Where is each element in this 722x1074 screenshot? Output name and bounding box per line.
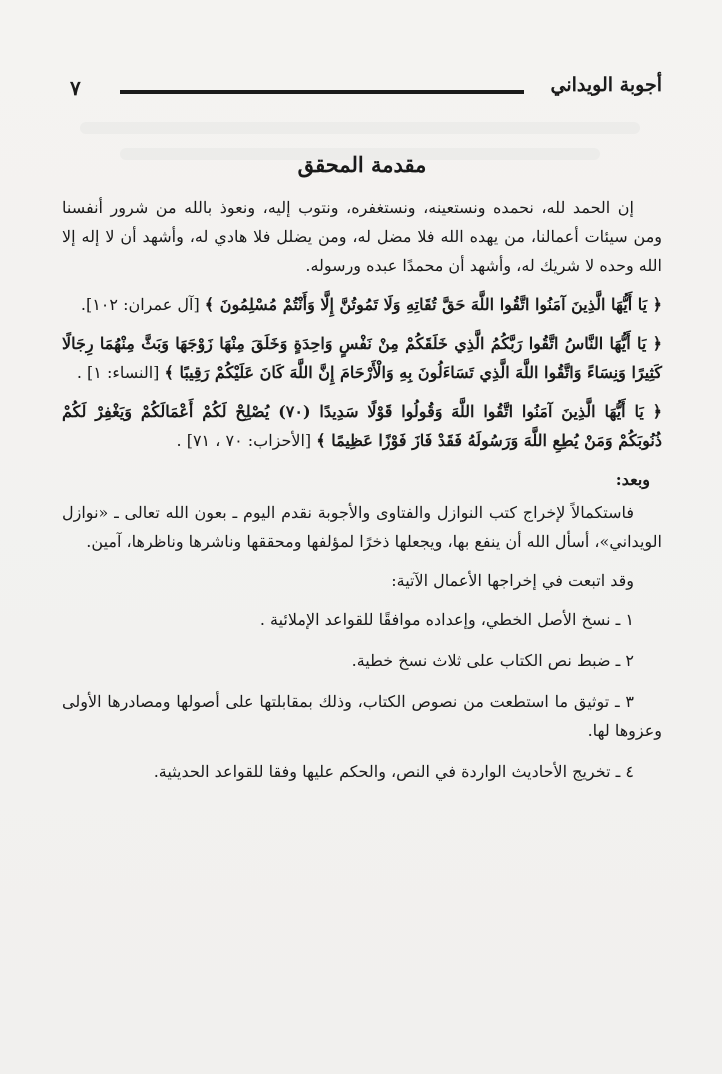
after-label: وبعد: [615, 470, 650, 489]
verse-citation: [آل عمران: ١٠٢]. [80, 295, 205, 314]
verse-text: ﴿ يَا أَيُّهَا النَّاسُ اتَّقُوا رَبَّكُمُ الَّذِي خَلَقَكُمْ مِنْ نَفْسٍ وَاحِدَةٍ وَخَلَقَ مِنْهَا زَوْجَهَا وَبَثَّ مِنْهُمَا رِجَالًا كَثِيرًا وَنِسَاءً وَاتَّقُوا اللَّهَ الَّذِي تَسَاءَلُونَ بِهِ وَالْأَرْحَامَ إِنَّ اللَّهَ كَانَ عَلَيْكُمْ رَقِيبًا ﴾ [62, 334, 662, 382]
verse-text: ﴿ يَا أَيُّهَا الَّذِينَ آمَنُوا اتَّقُوا اللَّهَ وَقُولُوا قَوْلًا سَدِيدًا (٧٠) يُصْلِحْ لَكُمْ أَعْمَالَكُمْ وَيَغْفِرْ لَكُمْ ذُنُوبَكُمْ وَمَنْ يُطِعِ اللَّهَ وَرَسُولَهُ فَقَدْ فَازَ فَوْزًا عَظِيمًا ﴾ [62, 402, 663, 450]
works-intro: وقد اتبعت في إخراجها الأعمال الآتية: [391, 571, 634, 590]
verse-block [62, 290, 662, 319]
bleed-through-line [80, 122, 640, 134]
main-paragraph: فاستكمالاً لإخراج كتب النوازل والفتاوى والأجوبة نقدم اليوم ـ بعون الله تعالى ـ «نوازل الويداني»، أسأل الله أن ينفع بها، ويجعلها ذخرًا لمؤلفها ومحققها وناشرها وناظرها، آمين. [62, 503, 662, 551]
work-item: ٢ ـ ضبط نص الكتاب على ثلاث نسخ خطية. [351, 651, 634, 670]
work-item: ٣ ـ توثيق ما استطعت من نصوص الكتاب، وذلك بمقابلتها على أصولها ومصادرها الأولى وعزوها لها. [62, 692, 662, 740]
verse-citation: [النساء: ١] . [76, 363, 165, 382]
verse-block [62, 397, 662, 455]
intro-paragraph: إن الحمد لله، نحمده ونستعينه، ونستغفره، ونتوب إليه، ونعوذ بالله من شرور أنفسنا ومن سيئات أعمالنا، من يهده الله فلا مضل له، ومن يضلل فلا هادي له، وأشهد أن لا إله إلا الله وحده لا شريك له، وأشهد أن محمدًا عبده ورسوله. [62, 198, 662, 275]
page-body [62, 150, 662, 798]
verse-text: ﴿ يَا أَيُّهَا الَّذِينَ آمَنُوا اتَّقُوا اللَّهَ حَقَّ تُقَاتِهِ وَلَا تَمُوتُنَّ إِلَّا وَأَنْتُمْ مُسْلِمُونَ ﴾ [204, 295, 662, 314]
work-item: ١ ـ نسخ الأصل الخطي، وإعداده موافقًا للقواعد الإملائية . [259, 610, 634, 629]
work-item: ٤ ـ تخريج الأحاديث الواردة في النص، والحكم عليها وفقا للقواعد الحديثية. [153, 762, 634, 781]
header-rule [120, 90, 524, 94]
page-header [62, 74, 662, 106]
page-number: ٧ [70, 76, 81, 100]
section-title: مقدمة المحقق [297, 152, 427, 177]
verse-block [62, 329, 662, 387]
verse-citation: [الأحزاب: ٧٠ ، ٧١] . [176, 431, 317, 450]
running-title: أجوبة الويداني [550, 74, 662, 96]
